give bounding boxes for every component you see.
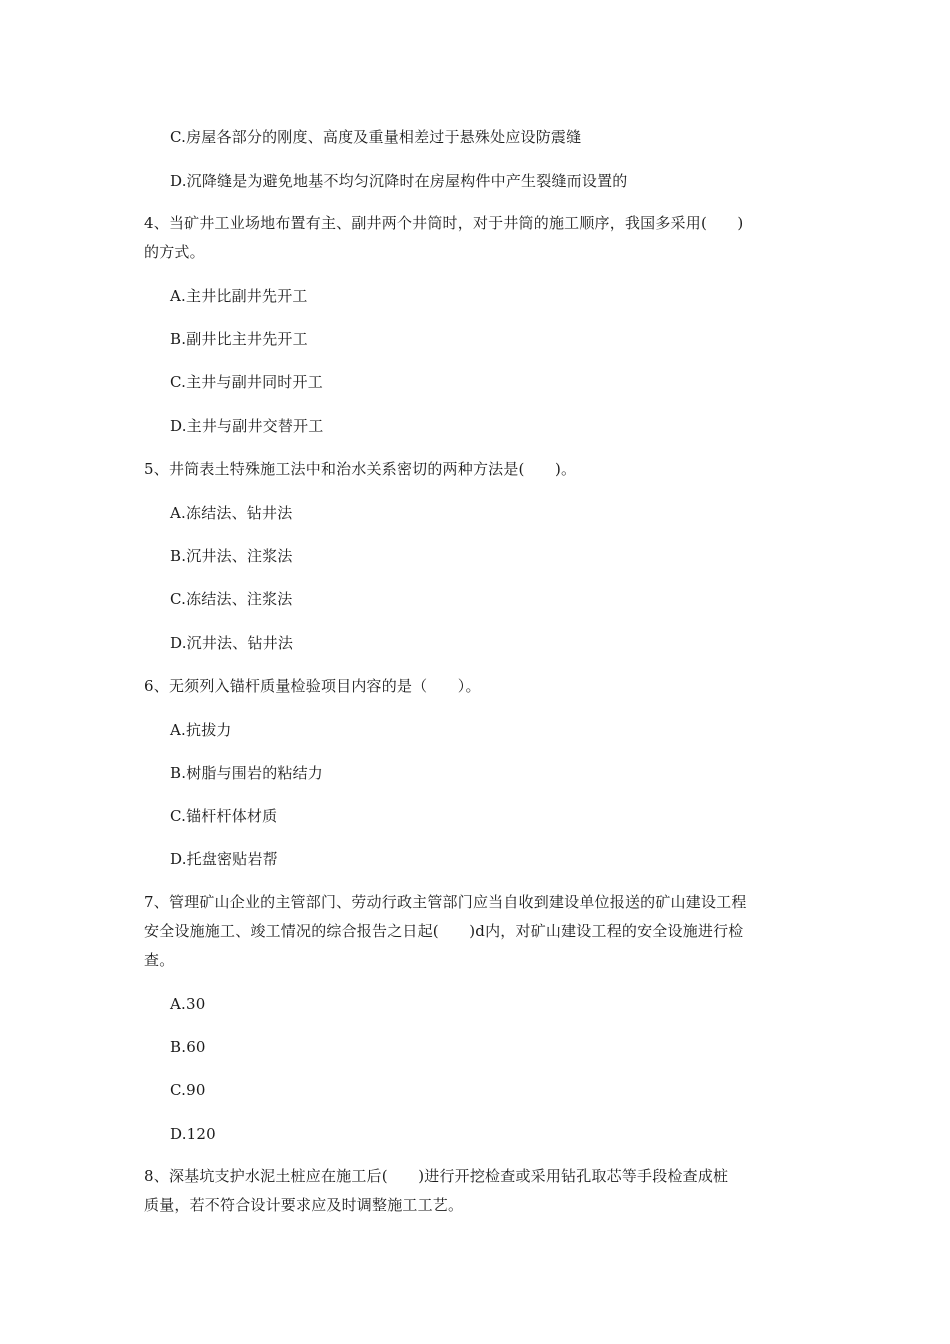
q6-option-d: D.托盘密贴岩帮	[170, 850, 278, 868]
q4-option-c: C.主井与副井同时开工	[170, 373, 323, 391]
q7-option-a: A.30	[170, 995, 206, 1013]
q5-stem-line1: 5、井筒表土特殊施工法中和治水关系密切的两种方法是( )。	[144, 460, 577, 478]
q6-option-a: A.抗拔力	[170, 721, 232, 739]
q4-option-d: D.主井与副井交替开工	[170, 417, 324, 435]
q7-option-c: C.90	[170, 1081, 206, 1099]
q7-stem-line2: 安全设施施工、竣工情况的综合报告之日起( )d内，对矿山建设工程的安全设施进行检	[144, 922, 744, 940]
q8-stem-line2: 质量，若不符合设计要求应及时调整施工工艺。	[144, 1196, 464, 1214]
q6-option-b: B.树脂与围岩的粘结力	[170, 764, 323, 782]
q4-stem-line2: 的方式。	[144, 243, 205, 261]
q8-stem-line1: 8、深基坑支护水泥土桩应在施工后( )进行开挖检查或采用钻孔取芯等手段检查成桩	[144, 1167, 729, 1185]
q6-stem-line1: 6、无须列入锚杆质量检验项目内容的是（ ）。	[144, 677, 481, 695]
q5-option-a: A.冻结法、钻井法	[170, 504, 293, 522]
q3-option-d: D.沉降缝是为避免地基不均匀沉降时在房屋构件中产生裂缝而设置的	[170, 172, 628, 190]
q5-option-c: C.冻结法、注浆法	[170, 590, 293, 608]
q6-option-c: C.锚杆杆体材质	[170, 807, 278, 825]
q4-option-a: A.主井比副井先开工	[170, 287, 308, 305]
q5-option-d: D.沉井法、钻井法	[170, 634, 294, 652]
q4-stem-line1: 4、当矿井工业场地布置有主、副井两个井筒时，对于井筒的施工顺序，我国多采用( )	[144, 214, 744, 232]
q7-stem-line1: 7、管理矿山企业的主管部门、劳动行政主管部门应当自收到建设单位报送的矿山建设工程	[144, 893, 747, 911]
q7-option-d: D.120	[170, 1125, 216, 1143]
q7-option-b: B.60	[170, 1038, 206, 1056]
q4-option-b: B.副井比主井先开工	[170, 330, 308, 348]
q5-option-b: B.沉井法、注浆法	[170, 547, 293, 565]
q7-stem-line3: 查。	[144, 951, 175, 969]
q3-option-c: C.房屋各部分的刚度、高度及重量相差过于悬殊处应设防震缝	[170, 128, 582, 146]
